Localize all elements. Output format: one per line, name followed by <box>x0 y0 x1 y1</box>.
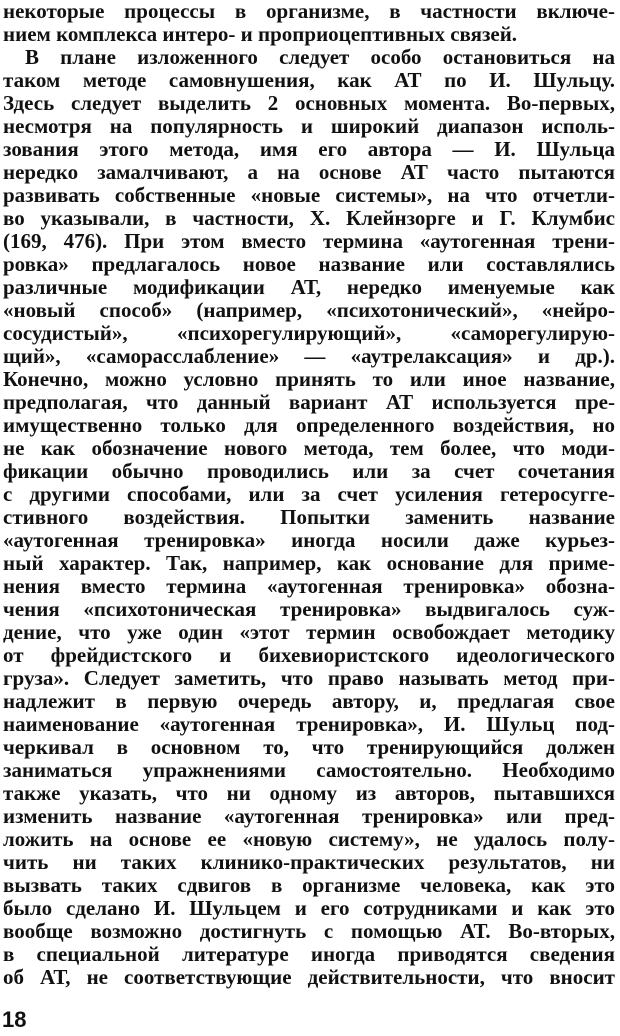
text-line: во указывали, в частности, Х. Клейнзорге и Г. Клумбис <box>3 206 615 230</box>
text-line: в специальной литературе иногда приводятся сведения <box>3 942 615 966</box>
text-line: изменить название «аутогенная тренировка» или пред- <box>3 804 615 828</box>
text-line: ровка» предлагалось новое название или составлялись <box>3 252 615 276</box>
text-line: (169, 476). При этом вместо термина «аутогенная трени- <box>3 229 615 253</box>
text-line: несмотря на популярность и широкий диапазон исполь- <box>3 114 615 138</box>
text-line: развивать собственные «новые системы», на что отчетли- <box>3 183 615 207</box>
text-line: с другими способами, или за счет усиления гетеросугге- <box>3 482 615 506</box>
text-line: различные модификации АТ, нередко именуемые как <box>3 275 615 299</box>
text-line: В плане изложенного следует особо остановиться на <box>25 45 615 69</box>
page-number: 18 <box>2 1007 27 1032</box>
text-line: ложить на основе ее «новую систему», не удалось полу- <box>3 827 615 851</box>
text-line: также указать, что ни одному из авторов, пытавшихся <box>3 781 615 805</box>
text-line: нием комплекса интеро- и проприоцептивных связей. <box>3 22 518 46</box>
text-line: предполагая, что данный вариант АТ используется пре- <box>3 390 615 414</box>
text-line: от фрейдистского и бихевиористского идеологического <box>3 643 615 667</box>
text-line: наименование «аутогенная тренировка», И. Шульц под- <box>3 712 615 736</box>
text-line: Здесь следует выделить 2 основных момента. Во-первых, <box>3 91 615 115</box>
text-line: надлежит в первую очередь автору, и, предлагая свое <box>3 689 615 713</box>
text-line: имущественно только для определенного воздействия, но <box>3 413 615 437</box>
text-line: не как обозначение нового метода, тем более, что моди- <box>3 436 615 460</box>
text-line: груза». Следует заметить, что право называть метод при- <box>3 666 615 690</box>
text-line: таком методе самовнушения, как АТ по И. Шульцу. <box>3 68 615 92</box>
text-line: фикации обычно проводились или за счет сочетания <box>3 459 615 483</box>
text-line: «новый способ» (например, «психотонический», «нейро- <box>3 298 615 322</box>
text-line: «аутогенная тренировка» иногда носили даже курьез- <box>3 528 615 552</box>
text-line: зования этого метода, имя его автора — И. Шульца <box>3 137 615 161</box>
text-line: черкивал в основном то, что тренирующийся должен <box>3 735 615 759</box>
text-line: заниматься упражнениями самостоятельно. Необходимо <box>3 758 615 782</box>
text-line: ный характер. Так, например, как основание для приме- <box>3 551 615 575</box>
body-text <box>3 0 615 989</box>
text-line: вообще возможно достигнуть с помощью АТ. Во-вторых, <box>3 919 615 943</box>
text-line: Конечно, можно условно принять то или иное название, <box>3 367 615 391</box>
text-line: стивного воздействия. Попытки заменить название <box>3 505 615 529</box>
text-line: нередко замалчивают, а на основе АТ часто пытаются <box>3 160 615 184</box>
text-line: нения вместо термина «аутогенная тренировка» обозна- <box>3 574 615 598</box>
text-line: щий», «саморасслабление» — «аутрелаксация» и др.). <box>3 344 615 368</box>
text-line: некоторые процессы в организме, в частности включе- <box>3 0 615 23</box>
text-line: вызвать таких сдвигов в организме человека, как это <box>3 873 615 897</box>
text-line: об АТ, не соответствующие действительности, что вносит <box>3 965 615 989</box>
text-line: было сделано И. Шульцем и его сотрудниками и как это <box>3 896 615 920</box>
text-line: дение, что уже один «этот термин освобождает методику <box>3 620 615 644</box>
text-line: чить ни таких клинико-практических результатов, ни <box>3 850 615 874</box>
text-line: сосудистый», «психорегулирующий», «саморегулирую- <box>3 321 615 345</box>
text-line: чения «психотоническая тренировка» выдвигалось суж- <box>3 597 615 621</box>
